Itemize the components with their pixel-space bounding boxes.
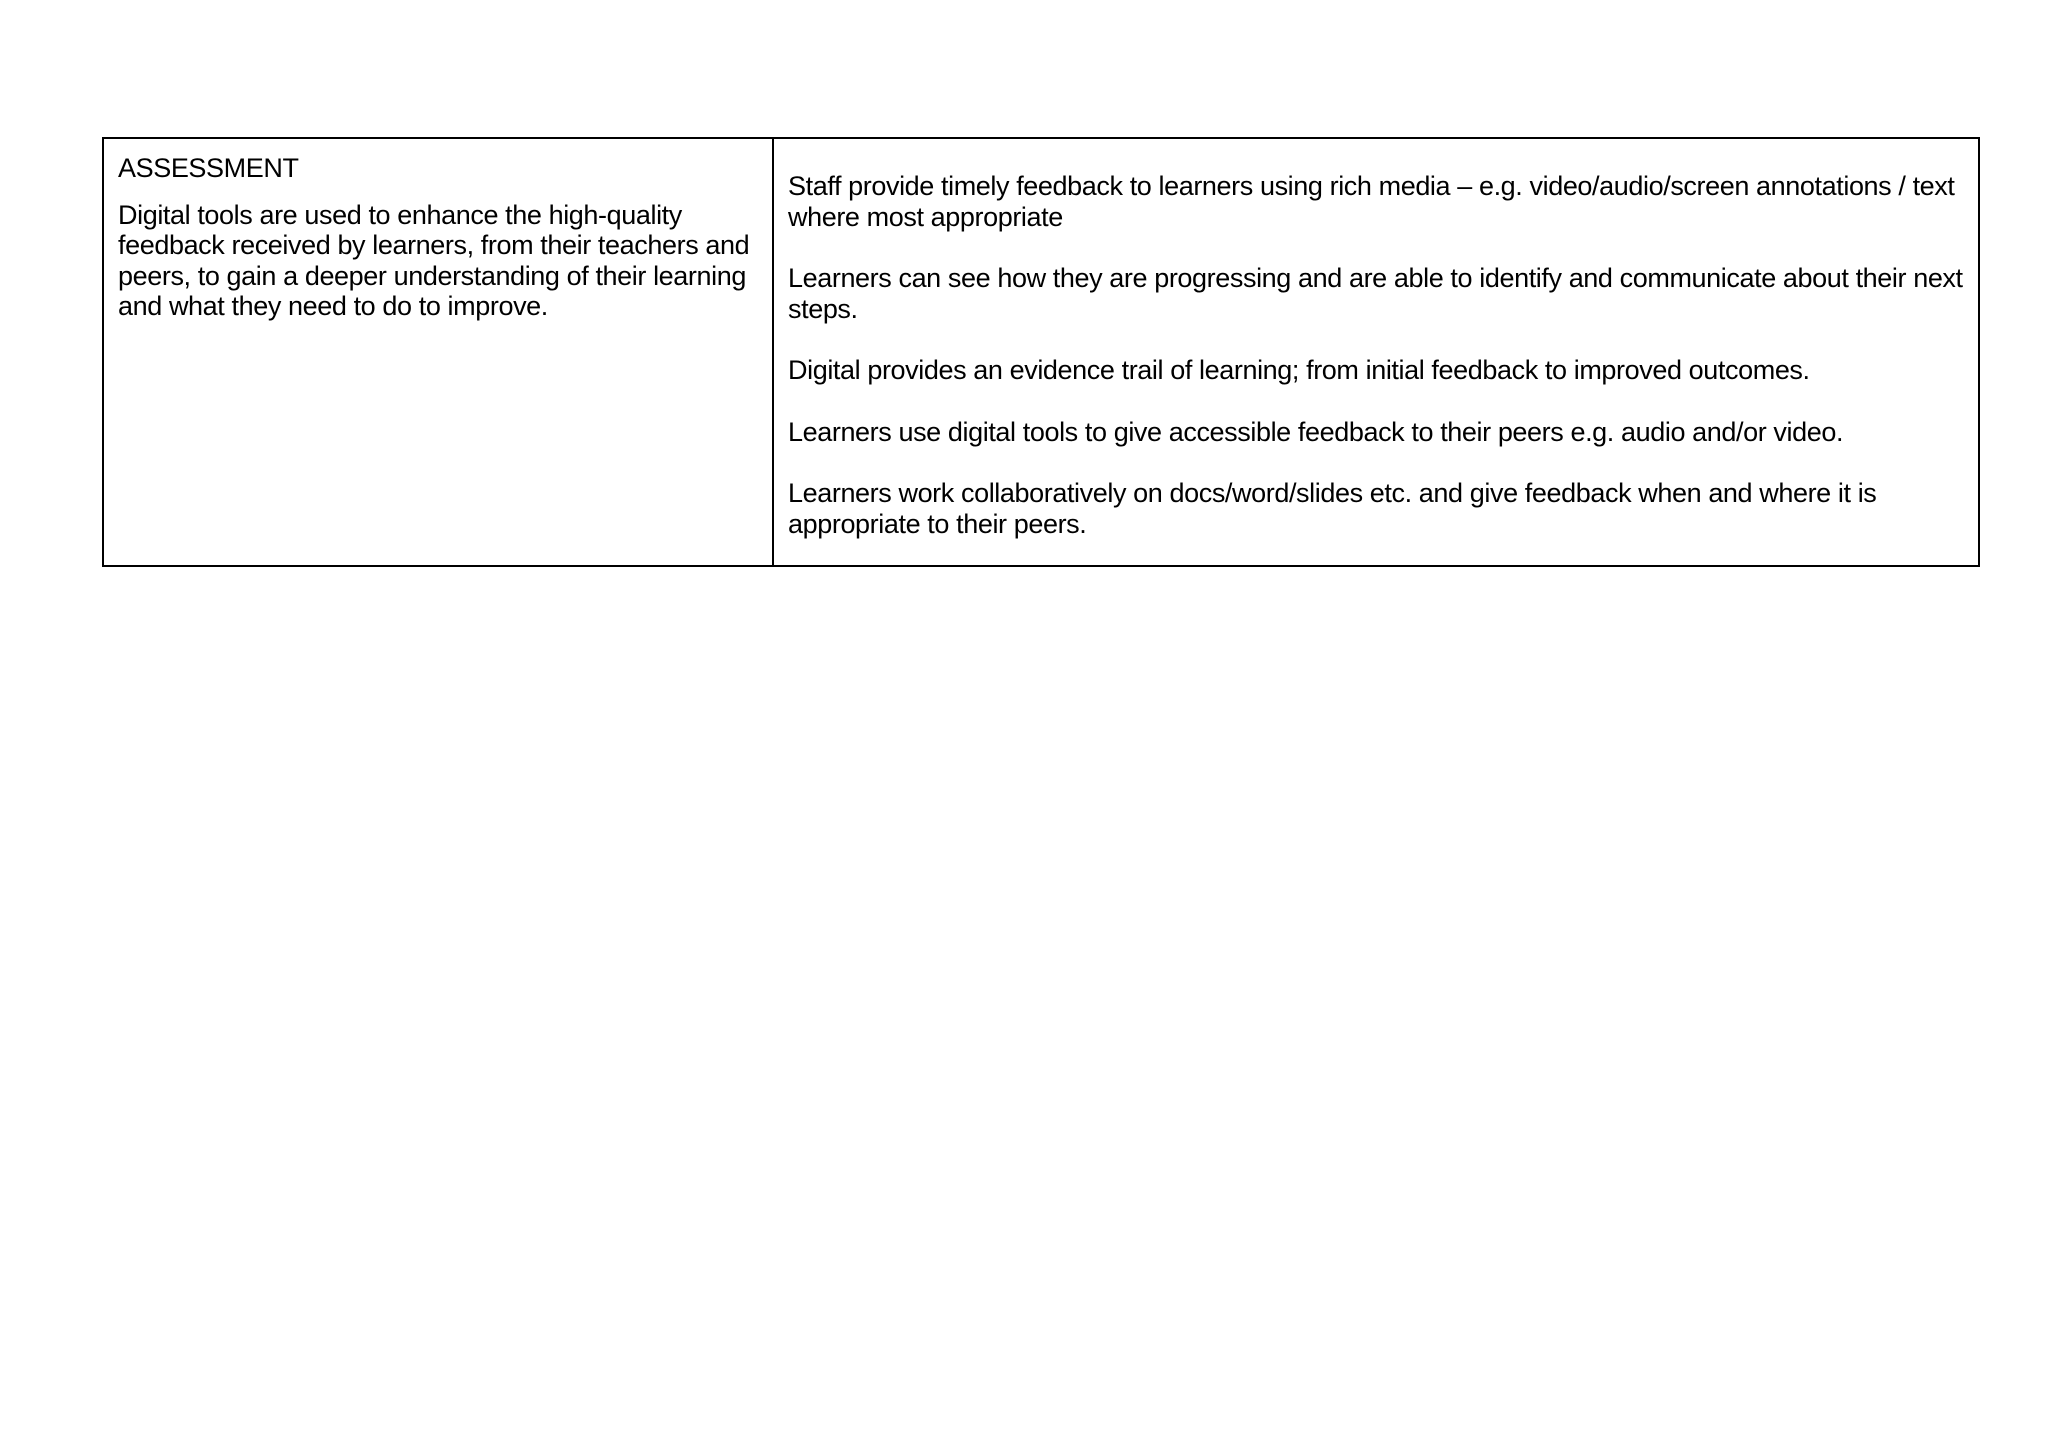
indicator-item: Learners can see how they are progressing and are able to identify and communicate about their next steps. bbox=[788, 263, 1963, 324]
indicator-item: Learners use digital tools to give accessible feedback to their peers e.g. audio and/or video. bbox=[788, 416, 1844, 447]
indicators-cell bbox=[773, 138, 1979, 566]
table-row bbox=[103, 138, 1979, 566]
section-heading: ASSESSMENT bbox=[118, 153, 299, 183]
indicator-item: Learners work collaboratively on docs/word/slides etc. and give feedback when and where it is appropriate to their peers. bbox=[788, 478, 1877, 539]
section-description: Digital tools are used to enhance the high-quality feedback received by learners, from their teachers and peers, to gain a deeper understanding of their learning and what they need to do to improve. bbox=[118, 199, 750, 321]
indicator-item: Digital provides an evidence trail of learning; from initial feedback to improved outcomes. bbox=[788, 355, 1810, 385]
assessment-table bbox=[102, 137, 1980, 567]
criteria-cell bbox=[103, 138, 773, 566]
indicator-item: Staff provide timely feedback to learners using rich media – e.g. video/audio/screen annotations / text where most appropriate bbox=[788, 171, 1955, 232]
